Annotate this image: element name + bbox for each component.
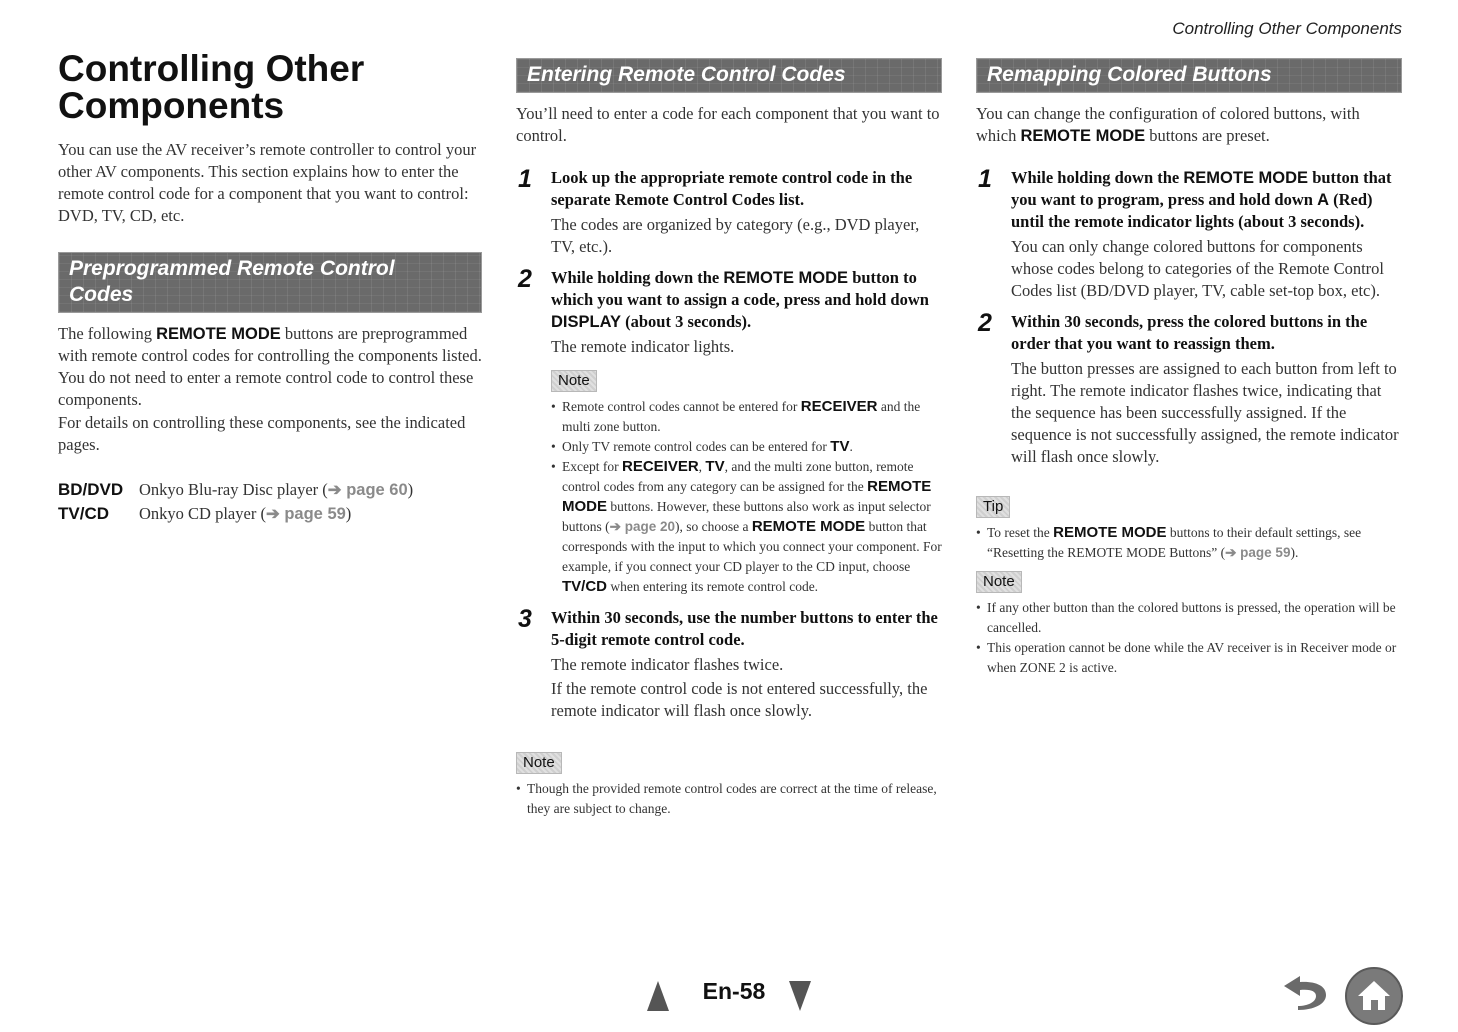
display-keyword: DISPLAY bbox=[551, 313, 621, 331]
tv-keyword: TV bbox=[705, 458, 725, 475]
footer-navigation bbox=[0, 978, 1458, 1018]
running-header: Controlling Other Components bbox=[1172, 19, 1402, 38]
page-number: En-58 bbox=[702, 978, 766, 1004]
text: ) bbox=[407, 480, 414, 499]
tip-item bbox=[976, 523, 1402, 563]
step-body: If the remote control code is not entered successfully, the remote indicator will flash once slowly. bbox=[551, 679, 928, 720]
text: The following bbox=[58, 324, 157, 343]
preprogrammed-code-list bbox=[58, 478, 482, 526]
text: buttons are preprogrammed with remote control codes for controlling the components listed. You do not need to enter a remote control code to control these components. bbox=[58, 324, 482, 409]
step-1 bbox=[516, 167, 942, 258]
page-title-line-2: Components bbox=[58, 85, 285, 126]
step-number: 1 bbox=[518, 165, 532, 193]
code-label: TV/CD bbox=[58, 504, 109, 523]
step-heading bbox=[1011, 167, 1402, 233]
previous-page-icon[interactable] bbox=[647, 981, 669, 1011]
home-icon[interactable] bbox=[1344, 966, 1404, 1026]
text: and the multi zone button. bbox=[562, 399, 921, 434]
remote-mode-keyword: REMOTE MODE bbox=[1053, 524, 1167, 541]
note-item: • Though the provided remote control codes are correct at the time of release, they are subject to change. bbox=[516, 779, 942, 819]
note-item bbox=[551, 457, 942, 597]
text: Onkyo CD player ( bbox=[139, 504, 266, 523]
text: , and the multi zone button, remote control codes from any category can be assigned for the bbox=[562, 459, 914, 494]
text: Onkyo Blu-ray Disc player ( bbox=[139, 480, 328, 499]
note-label: Note bbox=[516, 752, 562, 774]
text: Remote control codes cannot be entered for bbox=[562, 399, 801, 414]
text: To reset the bbox=[987, 525, 1054, 540]
step-heading: Look up the appropriate remote control code in the separate Remote Control Codes list. bbox=[551, 168, 913, 209]
text: buttons to their default settings, see “Resetting the REMOTE MODE Buttons” ( bbox=[987, 525, 1362, 560]
code-row bbox=[58, 478, 482, 502]
page-title-line-1: Controlling Other bbox=[58, 48, 365, 89]
text: , bbox=[698, 459, 706, 474]
text: While holding down the bbox=[551, 268, 724, 287]
step-number: 2 bbox=[978, 309, 992, 337]
text: ), so choose a bbox=[674, 519, 752, 534]
tv-keyword: TV bbox=[830, 438, 850, 455]
receiver-keyword: RECEIVER bbox=[621, 458, 699, 475]
note-block bbox=[551, 370, 942, 597]
step-1 bbox=[976, 167, 1402, 302]
step-number: 3 bbox=[518, 605, 532, 633]
intro-paragraph: You can use the AV receiver’s remote controller to control your other AV components. This section explains how to enter the remote control code for a component that you want to control: DVD, TV, CD, etc. bbox=[58, 140, 477, 225]
note-item bbox=[551, 437, 942, 457]
tip-label: Tip bbox=[976, 496, 1010, 518]
column-left bbox=[58, 50, 482, 526]
text: Except for bbox=[562, 459, 622, 474]
remote-mode-keyword: REMOTE MODE bbox=[562, 478, 932, 515]
note-item: • If any other button than the colored buttons is pressed, the operation will be cancelled. bbox=[976, 598, 1402, 638]
text: when entering its remote control code. bbox=[607, 579, 819, 594]
remote-mode-keyword: REMOTE MODE bbox=[751, 518, 866, 535]
step-body: The remote indicator lights. bbox=[551, 337, 735, 356]
intro-paragraph: You’ll need to enter a code for each component that you want to control. bbox=[516, 104, 940, 145]
step-2 bbox=[976, 311, 1402, 468]
next-page-icon[interactable] bbox=[789, 981, 811, 1011]
page-link[interactable]: ➔ page 60 bbox=[327, 481, 408, 499]
code-label: BD/DVD bbox=[58, 480, 124, 499]
step-3 bbox=[516, 607, 942, 722]
step-heading bbox=[551, 267, 942, 333]
note-list bbox=[516, 779, 942, 819]
text: buttons are preset. bbox=[1145, 126, 1270, 145]
details-paragraph: For details on controlling these components, see the indicated pages. bbox=[58, 413, 466, 454]
step-heading: Within 30 seconds, use the number buttons to enter the 5-digit remote control code. bbox=[551, 608, 938, 649]
tip-block bbox=[976, 496, 1402, 563]
step-body: You can only change colored buttons for components whose codes belong to categories of the Remote Control Codes list (BD/DVD player, TV, cable set-top box, etc). bbox=[1011, 237, 1384, 300]
code-description bbox=[139, 478, 413, 502]
step-number: 2 bbox=[518, 265, 532, 293]
note-item: • This operation cannot be done while the AV receiver is in Receiver mode or when ZONE 2 is active. bbox=[976, 638, 1402, 678]
bottom-note-block bbox=[516, 752, 942, 819]
page-link[interactable]: ➔ page 59 bbox=[265, 505, 346, 523]
step-body: The button presses are assigned to each button from left to right. The remote indicator flashes twice, indicating that the sequence has been successfully assigned. If the sequence is not successfully assigned, the remote indicator will flash once slowly. bbox=[1011, 359, 1399, 466]
text: Only TV remote control codes can be entered for bbox=[562, 439, 831, 454]
code-row bbox=[58, 502, 482, 526]
step-heading: Within 30 seconds, press the colored buttons in the order that you want to reassign them. bbox=[1011, 312, 1368, 353]
text: button to which you want to assign a code, press and hold down bbox=[551, 268, 929, 309]
tv-cd-keyword: TV/CD bbox=[562, 578, 607, 595]
remote-mode-keyword: REMOTE MODE bbox=[723, 269, 849, 287]
section-heading-remapping: Remapping Colored Buttons bbox=[976, 58, 1402, 93]
step-body: The codes are organized by category (e.g., DVD player, TV, etc.). bbox=[551, 215, 920, 256]
note-label: Note bbox=[551, 370, 597, 392]
text: You can change the configuration of colored buttons, with which bbox=[976, 104, 1360, 145]
step-2 bbox=[516, 267, 942, 597]
section-heading-line-1: Preprogrammed Remote Control bbox=[69, 257, 395, 280]
page-title bbox=[58, 50, 482, 124]
text: ) bbox=[345, 504, 352, 523]
code-description bbox=[139, 502, 351, 526]
remote-mode-keyword: REMOTE MODE bbox=[1020, 127, 1146, 145]
section-heading-preprogrammed bbox=[58, 252, 482, 313]
text: . bbox=[849, 439, 853, 454]
preprogrammed-paragraph bbox=[58, 323, 482, 411]
back-icon[interactable] bbox=[1280, 970, 1330, 1010]
page-link[interactable]: ➔ page 59 bbox=[1225, 545, 1291, 560]
remote-mode-keyword: REMOTE MODE bbox=[1183, 169, 1309, 187]
column-right bbox=[976, 50, 1402, 678]
text: ). bbox=[1290, 545, 1299, 560]
receiver-keyword: RECEIVER bbox=[800, 398, 878, 415]
note-item bbox=[551, 397, 942, 437]
remote-mode-keyword: REMOTE MODE bbox=[156, 325, 281, 343]
note-list bbox=[551, 397, 942, 597]
text: (Red) until the remote indicator lights (about 3 seconds). bbox=[1011, 190, 1373, 231]
column-middle bbox=[516, 50, 942, 819]
section-heading-entering-codes: Entering Remote Control Codes bbox=[516, 58, 942, 93]
note-label: Note bbox=[976, 571, 1022, 593]
text: button that you want to program, press and hold down bbox=[1011, 168, 1392, 209]
text: buttons. However, these buttons also work as input selector buttons ( bbox=[562, 499, 931, 534]
tip-list bbox=[976, 523, 1402, 563]
text: button that corresponds with the input to which you connect your component. For example, if you connect your CD player to the CD input, choose bbox=[562, 519, 942, 574]
note-list bbox=[976, 598, 1402, 678]
text: While holding down the bbox=[1011, 168, 1184, 187]
intro-paragraph bbox=[976, 103, 1402, 147]
step-number: 1 bbox=[978, 165, 992, 193]
section-heading-line-2: Codes bbox=[69, 283, 134, 306]
note-block bbox=[976, 571, 1402, 678]
page-link[interactable]: ➔ page 20 bbox=[609, 519, 675, 534]
step-body: The remote indicator flashes twice. bbox=[551, 655, 784, 674]
text: (about 3 seconds). bbox=[621, 312, 752, 331]
a-button-keyword: A bbox=[1317, 191, 1330, 209]
